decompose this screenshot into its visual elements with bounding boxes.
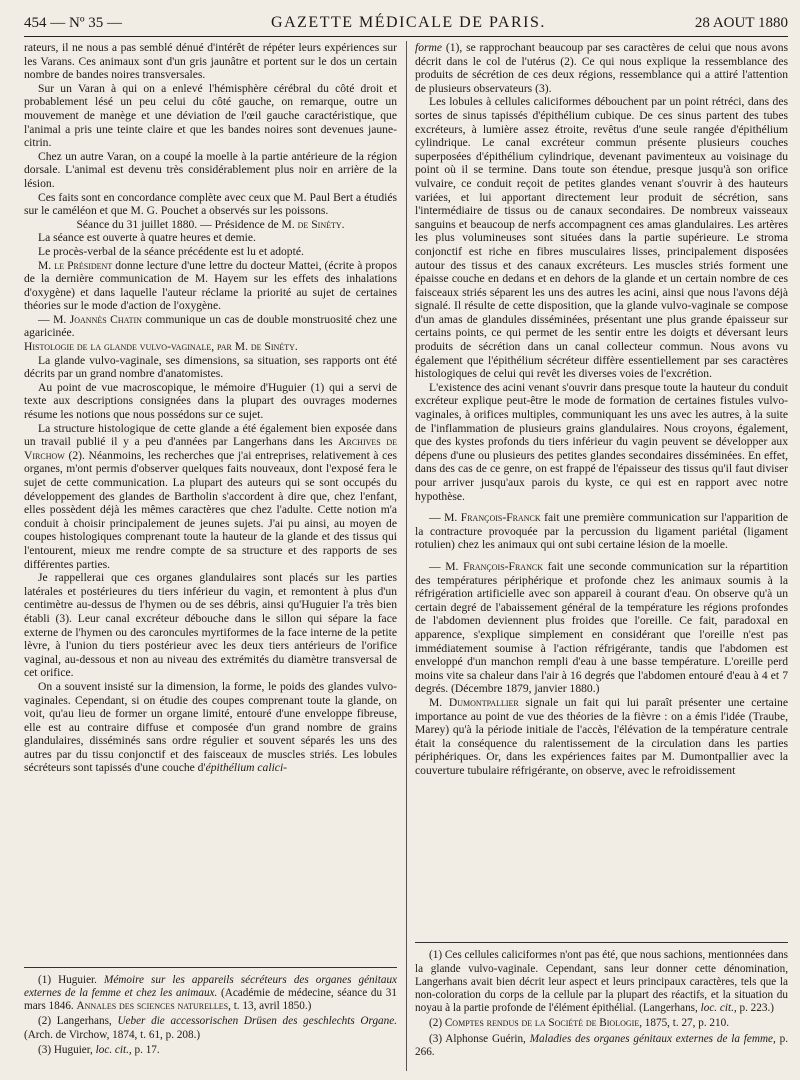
speaker-name: M. Dumontpallier bbox=[429, 695, 519, 709]
footnote-text: t. 13, avril 1850.) bbox=[233, 1000, 312, 1013]
footnote-text: (Académie de médecine, séance du 31 mars 1846. bbox=[24, 986, 397, 1013]
paragraph: Je rappellerai que ces organes glandulaires sont placés sur les parties latérales et postérieures du tiers inférieur du vagin, et remontent à plus d'un centimètre au-dessus de l'hymen ou de ses débris, ainsi qu'Huguier l'a très bien établi (3). Leur canal excréteur débouche dans le sillon qui sépare la face externe de l'hymen ou des caroncules myrtiformes de la face interne de la petite lèvre, à l'union du tiers postérieur avec les deux tiers antérieurs de l'orifice vaginal, au-dessous et non au niveau des extrémités du diamètre transversal de cet orifice. bbox=[24, 571, 397, 680]
paragraph: Le procès-verbal de la séance précédente est lu et adopté. bbox=[38, 244, 304, 258]
footnote-journal: Annales des sciences naturelles, bbox=[76, 1000, 231, 1013]
footnote-text: (2) Langerhans, bbox=[38, 1015, 112, 1028]
italic-term: forme bbox=[415, 41, 443, 54]
paragraph-text: donne lecture d'une lettre du docteur Mattei, (écrite à propos de la dernière communication de M. Hayem sur les effets des inhalations d'oxygène) et dans laquelle l'auteur réclame la priorité au sujet de certaines théories sur le mode d'action de l'oxygène. bbox=[24, 258, 397, 313]
paragraph: Ces faits sont en concordance complète avec ceux que M. Paul Bert a étudiés sur le caméléon et que M. G. Pouchet a observés sur les poissons. bbox=[24, 190, 397, 218]
paragraph bbox=[24, 680, 397, 775]
column-divider bbox=[406, 41, 407, 1071]
paragraph: Les lobules à cellules caliciformes débouchent par un point rétréci, dans des sortes de sinus tapissés d'épithélium cubique. De ces sinus partent des tubes excréteurs, à lumière assez étroite, revêtus d'une seule rangée d'épithélium cylindrique. Le canal excréteur commun présente plusieurs couches superposées d'épithélium cylindrique, devenant pavimenteux au voisinage du point où il se termine. Dans toute son étendue, presque jusqu'à son orifice vulvaire, ce conduit reçoit de petites glandes venant s'ouvrir à des hauteurs variées, et lui apportant directement leur produit de sécrétion, sans l'intermédiaire de tissus ou de canaux secondaires. De nombreux vaisseaux sanguins et beaucoup de nerfs accompagnent ces amas glandulaires. Les artères les plus volumineuses sont situées dans la partie supérieure. Le stroma conjonctif est riche en fibres musculaires lisses, principalement disposées autour des tissus et des canaux excréteurs. Les muscles striés forment une épaisse couche en dedans et en dehors de la glande et un certain nombre de ces faisceaux striés séparent les uns des autres les acini, ainsi que nous l'avons déjà signalé. Il résulte de cette disposition, que la glande vulvo-vaginale se compose d'un amas de glandules disséminées, présentant une plus grande épaisseur sur certains points, ce qui permet de les sentir entre les doigts et déversant leurs produits de sécrétion dans un canal collecteur commun. Nous avons vu également que l'épithélium sécréteur diffère essentiellement par ses caractères histologiques de celui qui revêt les diverses voies de l'excrétion. bbox=[415, 95, 788, 381]
footnote-divider bbox=[415, 942, 788, 943]
page-number: 454 — Nº 35 — bbox=[24, 15, 122, 31]
footnote-text: (Arch. de Virchow, 1874, t. 61, p. 208.) bbox=[24, 1028, 201, 1041]
journal-title: GAZETTE MÉDICALE DE PARIS. bbox=[271, 14, 546, 31]
left-footnotes bbox=[24, 960, 397, 1059]
paragraph-text: fait une seconde communication sur la répartition des températures périphérique et profonde chez les animaux soumis à la réfrigération artificielle avec son appareil à courant d'eau. On observe qu'à un certain degré de l'abaissement général de la température les régions profondes de l'abdomen deviennent plus froides que l'oreille. Ce fait, paradoxal en apparence, s'explique simplement en considérant que l'oreille n'est pas immédiatement soumise à l'action réfrigérante, tandis que l'abdomen est enveloppé d'un manchon rempli d'eau à une basse température. L'oreille perd moins vite sa chaleur dans l'air à 16 degrés que l'abdomen entouré d'eau à 4 et 7 degrés. (Décembre 1879, janvier 1880.) bbox=[415, 559, 788, 696]
footnote-text: p. 223.) bbox=[739, 1002, 774, 1015]
paragraph bbox=[415, 560, 788, 696]
speaker-name: — M. François-Franck bbox=[429, 559, 543, 573]
left-column bbox=[24, 41, 397, 1071]
paragraph-text: (1), se rapprochant beaucoup par ses caractères de celui que nous avons décrit dans le col de l'utérus (2). Ce qui nous explique la ressemblance des produits de sécrétion de ces deux régions, ressemblance qui a attiré l'attention de plusieurs observateurs (3). bbox=[415, 41, 788, 95]
footnote bbox=[24, 974, 397, 1014]
footnote bbox=[24, 1015, 397, 1041]
footnote bbox=[415, 949, 788, 1015]
footnote-title: Maladies des organes génitaux externes de la femme, bbox=[529, 1032, 776, 1045]
paragraph-text: (2). Néanmoins, les recherches que j'ai entreprises, relativement à ces organes, m'ont permis d'observer quelques faits nouveaux, dont l'exposé fera le sujet de cette communication. La plupart des auteurs qui se sont occupés du développement des glandes de Bartholin s'accordent à dire que, chez l'enfant, elles possèdent déjà les mêmes caractères que chez l'adulte. Cette notion m'a conduit à choisir principalement de jeunes sujets. J'ai pu ainsi, au moyen de coupes histologiques comprenant toute la hauteur de la glande et des tissus qui l'entourent, mieux me rendre compte de sa structure et des rapports de ses différentes parties. bbox=[24, 448, 397, 571]
right-column bbox=[415, 41, 788, 1071]
speaker-name: — M. François-Franck bbox=[429, 511, 541, 525]
italic-term: épithélium calici- bbox=[205, 761, 288, 775]
paragraph: Chez un autre Varan, on a coupé la moelle à la partie antérieure de la région dorsale. L'animal est devenu très considérablement plus noir en arrière de la lésion. bbox=[24, 149, 397, 190]
footnote-title: loc. cit., bbox=[95, 1043, 132, 1056]
paragraph: rateurs, il ne nous a pas semblé dénué d'intérêt de répéter leurs expériences sur les Varans. Ces animaux sont d'un gris jaunâtre et portent sur le dos un certain nombre de bandes noires transversales. bbox=[24, 41, 397, 82]
speaker-name: — M. Joannès Chatin bbox=[38, 312, 142, 326]
paragraph bbox=[415, 511, 788, 552]
footnote bbox=[24, 1044, 397, 1057]
paragraph: La séance est ouverte à quatre heures et demie. bbox=[38, 231, 256, 245]
footnote-text: p. 266. bbox=[415, 1032, 788, 1058]
text-columns bbox=[24, 41, 788, 1071]
speaker-name: M. le Président bbox=[38, 258, 113, 272]
paragraph bbox=[24, 259, 397, 313]
paragraph bbox=[415, 41, 788, 95]
footnote bbox=[415, 1017, 788, 1030]
session-date: Séance du 31 juillet 1880. — Présidence de M. bbox=[76, 217, 295, 231]
footnote-title: loc. cit., bbox=[700, 1002, 737, 1015]
journal-reference: Archives de Virchow bbox=[24, 435, 397, 462]
paragraph: La glande vulvo-vaginale, ses dimensions, sa situation, ses rapports ont été décrits par un grand nombre d'anatomistes. bbox=[24, 353, 397, 381]
article-title: Histologie de la glande vulvo-vaginale, bbox=[24, 340, 215, 354]
paragraph: Sur un Varan à qui on a enlevé l'hémisphère cérébral du côté droit et probablement lésé un peu celui du côté gauche, on remarque, outre un mouvement de manège et une déviation de l'œil gauche caractéristique, que l'animal a pris une teinte claire et que les bandes noires sont devenues jaune-citrin. bbox=[24, 81, 397, 150]
paragraph bbox=[24, 422, 397, 572]
paragraph-text: On a souvent insisté sur la dimension, la forme, le poids des glandes vulvo-vaginales. Cependant, si on étudie des coupes comprenant toute la glande, on voit, qu'au lieu de former un organe limité, entouré d'une enveloppe fibreuse, elle est au contraire diffuse et composée d'un grand nombre de grains glandulaires, disséminés sans ordre régulier et souvent séparés les uns des autres par du tissu conjonctif et des faisceaux de muscles striés. Les lobules sécréteurs sont tapissés d'une couche d' bbox=[24, 679, 397, 775]
footnote-divider bbox=[24, 967, 397, 968]
paragraph: Au point de vue macroscopique, le mémoire d'Huguier (1) qui a servi de texte aux descriptions consignées dans la plupart des ouvrages modernes résume les notions que nous possédons sur ce sujet. bbox=[24, 380, 397, 422]
footnote-text: (2) bbox=[429, 1017, 443, 1030]
footnote-text: p. 17. bbox=[134, 1043, 160, 1056]
page-header bbox=[24, 14, 788, 37]
issue-date: 28 AOUT 1880 bbox=[694, 15, 788, 31]
footnote-title: Mémoire sur les appareils sécréteurs des organes génitaux externes de la femme et chez les animaux. bbox=[24, 973, 397, 999]
paragraph-text: communique un cas de double monstruosité chez une agaricinée. bbox=[24, 312, 397, 340]
footnote-text: (1) Huguier. bbox=[38, 973, 97, 986]
article-author: par M. de Sinéty. bbox=[217, 340, 298, 354]
footnote bbox=[415, 1033, 788, 1059]
footnote-text: (3) Huguier, bbox=[38, 1043, 93, 1056]
footnote-journal: Comptes rendus de la Société de Biologie, bbox=[444, 1017, 642, 1030]
session-heading bbox=[24, 218, 397, 232]
footnote-title: Ueber die accessorischen Drüsen des geschlechts Organe. bbox=[117, 1015, 397, 1028]
right-footnotes bbox=[415, 935, 788, 1061]
paragraph bbox=[24, 313, 397, 340]
session-president: de Sinéty. bbox=[297, 217, 345, 231]
footnote-text: (1) Ces cellules caliciformes n'ont pas été, que nous sachions, mentionnées dans la glande vulvo-vaginale. Cependant, sans leur donner cette dénomination, Langerhans avait bien décrit leur aspect et leurs principaux caractères, tels que la non-coloration du corps de la cellule par la plupart des réactifs, et la situation du noyau à la partie profonde de l'élément épithélial. (Langerhans, bbox=[415, 949, 788, 1015]
article-heading bbox=[24, 340, 397, 354]
paragraph-text: fait une première communication sur l'apparition de la contracture provoquée par la percussion du ligament pariétal (ligament rotulien) chez les animaux qui ont subi certaine lésion de la moelle. bbox=[415, 511, 788, 552]
footnote-text: 1875, t. 27, p. 210. bbox=[644, 1017, 730, 1030]
paragraph: L'existence des acini venant s'ouvrir dans presque toute la hauteur du conduit excréteur explique peut-être le mode de formation de certaines fistules vulvo-vaginales, à orifices multiples, communiquant les uns avec les autres, à la suite de l'inflammation de plusieurs grains glandulaires. Nous croyons, également, que des kystes profonds du tiers inférieur du vagin peuvent se développer aux dépens d'une ou plusieurs des petites glandes secondaires disséminées. En effet, dans des cas de ce genre, on est frappé de l'épaisseur des tissus qu'il faut diviser pour arriver jusqu'aux parois du kyste, ce qui est en rapport avec notre hypothèse. bbox=[415, 380, 788, 503]
paragraph-text: La structure histologique de cette glande a été également bien exposée dans un travail publié il y a peu d'années par Langerhans dans les bbox=[24, 421, 397, 449]
footnote-text: (3) Alphonse Guérin, bbox=[429, 1032, 526, 1045]
paragraph bbox=[415, 696, 788, 778]
paragraph-text: signale un fait qui lui paraît présenter une certaine importance au point de vue des théories de la fièvre : on a émis l'idée (Traube, Marey) qu'à la période initiale de l'accès, l'élévation de la température centrale était la conséquence du ralentissement de la circulation dans les parties périphériques. Or, dans les expériences faites par M. Dumontpallier avec la couverture tubulaire réfrigérante, on observe, avec le refroidissement bbox=[415, 695, 788, 777]
